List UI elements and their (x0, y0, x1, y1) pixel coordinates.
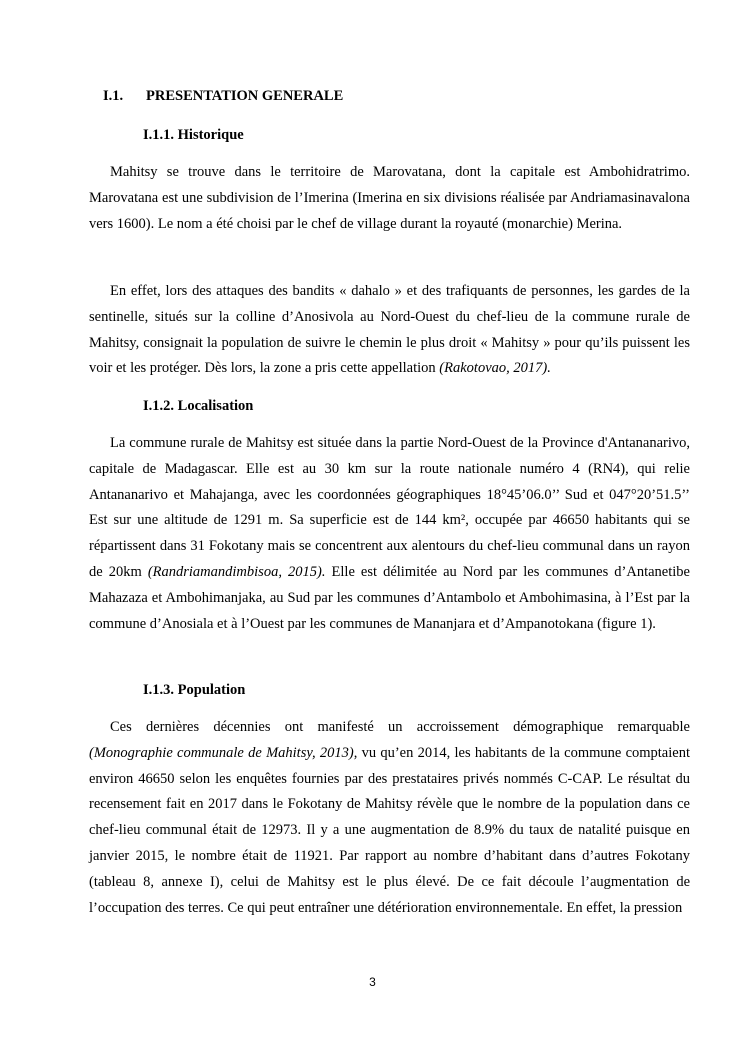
paragraph-historique-1: Mahitsy se trouve dans le territoire de Marovatana, dont la capitale est Ambohidratrimo. Marovatana est une subdivision de l’Imerina (Imerina en six divisions réalisée par Andriamasinavalona vers 1600). Le nom a été choisi par le chef de village durant la royauté (monarchie) Merina. (89, 164, 690, 232)
citation: (Rakotovao, 2017). (439, 360, 551, 377)
section-heading (103, 88, 343, 105)
paragraph-text: La commune rurale de Mahitsy est située dans la partie Nord-Ouest de la Province d'Antananarivo, capitale de Madagascar. Elle est au 30 km sur la route nationale numéro 4 (RN4), qui relie Antananarivo et Mahajanga, avec les coordonnées géographiques 18°45’06.0’’ Sud et 047°20’51.5’’ Est sur une altitude de 1291 m. Sa superficie est de 144 km², occupée par 46650 habitants qui se répartissent dans 31 Fokotany mais se concentrent aux alentours du chef-lieu communal dans un rayon de 20km (89, 435, 690, 580)
paragraph-localisation (89, 431, 690, 637)
subsection-heading-localisation: I.1.2. Localisation (143, 398, 254, 414)
page-number: 3 (369, 975, 376, 989)
citation: (Randriamandimbisoa, 2015). (147, 563, 326, 580)
paragraph-text: Ces dernières décennies ont manifesté un accroissement démographique remarquable (110, 719, 690, 735)
citation: (Monographie communale de Mahitsy, 2013) (89, 744, 354, 761)
subsection-heading-population: I.1.3. Population (143, 682, 246, 698)
paragraph-text: Elle est délimitée au Nord par les communes d’Antanetibe Mahazaza et Ambohimanjaka, au Sud par les communes d’Antambolo et Ambohimasina, à l’Est par la commune d’Anosiala et à l’Ouest par les communes de Mananjara et d’Ampanotokana (figure 1). (89, 563, 690, 632)
section-title: PRESENTATION GENERALE (146, 88, 344, 104)
paragraph-text: En effet, lors des attaques des bandits « dahalo » et des trafiquants de personnes, les gardes de la sentinelle, situés sur la colline d’Anosivola au Nord-Ouest du chef-lieu de la commune rurale de Mahitsy, consignait la population de suivre le chemin le plus droit « Mahitsy » pour qu’ils puissent les voir et les protéger. Dès lors, la zone a pris cette appellation (89, 283, 690, 377)
paragraph-population (89, 715, 690, 921)
paragraph-historique-2 (89, 279, 690, 382)
paragraph-text: , vu qu’en 2014, les habitants de la commune comptaient environ 46650 selon les enquêtes fournies par des prestataires privés nommés C-CAP. Le résultat du recensement fait en 2017 dans le Fokotany de Mahitsy révèle que le nombre de la population dans ce chef-lieu communal était de 12973. Il y a une augmentation de 8.9% du taux de natalité puisque en janvier 2015, le nombre était de 11921. Par rapport au nombre d’habitant dans d’autres Fokotany (tableau 8, annexe I), celui de Mahitsy est le plus élevé. De ce fait découle l’augmentation de l’occupation des terres. Ce qui peut entraîner une détérioration environnementale. En effet, la pression (89, 744, 690, 916)
subsection-heading-historique: I.1.1. Historique (143, 127, 244, 143)
section-number: I.1. (103, 88, 124, 104)
